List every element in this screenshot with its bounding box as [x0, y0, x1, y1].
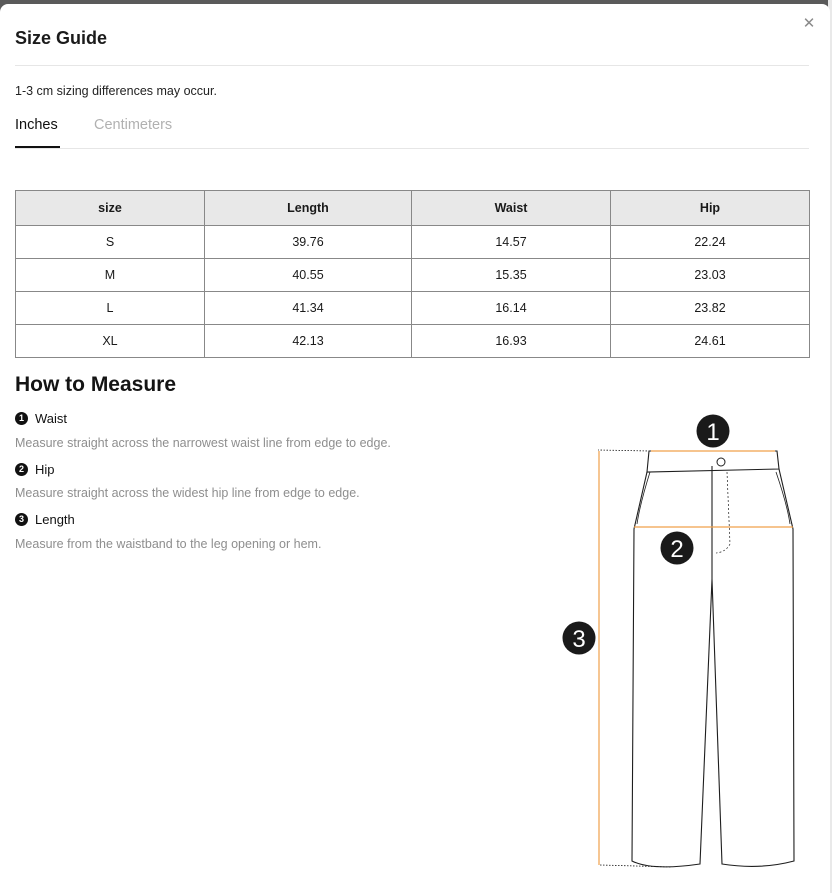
marker-2	[661, 532, 694, 565]
column-header-hip: Hip	[611, 191, 810, 226]
divider	[15, 65, 809, 66]
table-cell: 23.03	[611, 259, 810, 292]
table-header-row	[16, 191, 810, 226]
marker-2-label: 2	[670, 536, 684, 563]
marker-3-label: 3	[572, 626, 586, 653]
measurement-lines	[599, 451, 793, 865]
table-row	[16, 226, 810, 259]
number-badge: 3	[15, 513, 28, 526]
measure-description: Measure straight across the narrowest waist line from edge to edge.	[15, 436, 391, 450]
table-row	[16, 292, 810, 325]
size-table	[15, 190, 810, 358]
measure-description: Measure straight across the widest hip line from edge to edge.	[15, 486, 360, 500]
pants-measurement-diagram	[540, 409, 830, 879]
tab-centimeters[interactable]: Centimeters	[94, 117, 173, 133]
marker-3	[563, 622, 596, 655]
column-header-length: Length	[205, 191, 412, 226]
tab-inches[interactable]: Inches	[15, 117, 58, 133]
number-badge: 1	[15, 412, 28, 425]
size-guide-modal	[0, 4, 830, 893]
column-header-waist: Waist	[412, 191, 611, 226]
table-cell: 16.93	[412, 325, 611, 358]
table-cell: 24.61	[611, 325, 810, 358]
close-icon[interactable]: ✕	[802, 15, 816, 32]
measure-label: Waist	[35, 411, 68, 427]
table-cell: XL	[16, 325, 205, 358]
how-to-measure-title: How to Measure	[15, 373, 177, 396]
table-cell: 39.76	[205, 226, 412, 259]
table-cell: 16.14	[412, 292, 611, 325]
measure-item-waist	[15, 410, 67, 426]
table-cell: S	[16, 226, 205, 259]
table-cell: M	[16, 259, 205, 292]
measure-label: Hip	[35, 462, 55, 478]
marker-1	[697, 415, 730, 448]
table-row	[16, 259, 810, 292]
table-cell: 22.24	[611, 226, 810, 259]
table-cell: 23.82	[611, 292, 810, 325]
pants-illustration	[598, 450, 794, 867]
sizing-note: 1-3 cm sizing differences may occur.	[15, 84, 217, 98]
marker-1-label: 1	[706, 419, 720, 446]
number-badge: 2	[15, 463, 28, 476]
table-cell: 41.34	[205, 292, 412, 325]
table-cell: 15.35	[412, 259, 611, 292]
modal-title: Size Guide	[15, 28, 108, 48]
table-cell: 42.13	[205, 325, 412, 358]
tabs-divider	[15, 148, 809, 149]
measure-description: Measure from the waistband to the leg opening or hem.	[15, 537, 322, 551]
measure-label: Length	[35, 512, 75, 528]
table-cell: 40.55	[205, 259, 412, 292]
measure-item-hip	[15, 461, 55, 477]
measure-item-length	[15, 511, 75, 527]
column-header-size: size	[16, 191, 205, 226]
table-cell: 14.57	[412, 226, 611, 259]
table-row	[16, 325, 810, 358]
table-cell: L	[16, 292, 205, 325]
